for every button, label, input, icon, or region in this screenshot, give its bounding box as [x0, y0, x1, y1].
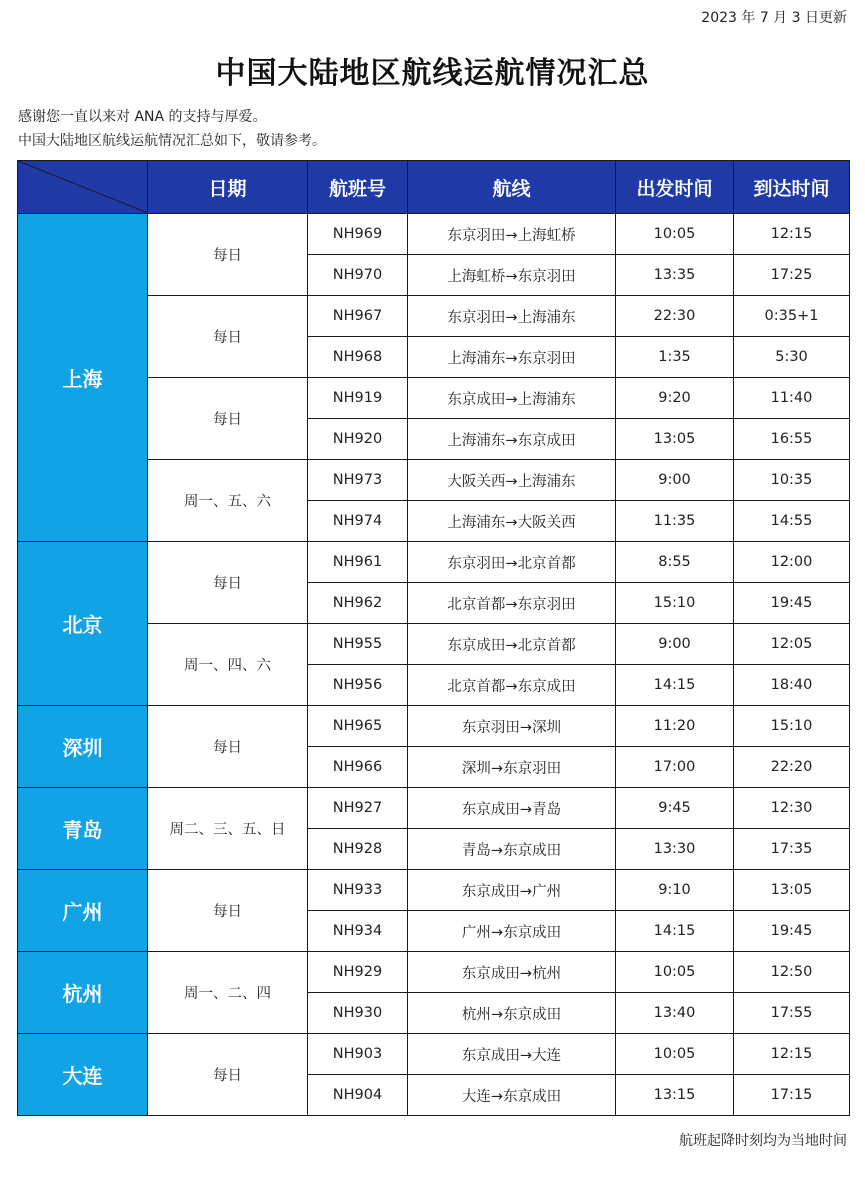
arrival-time: 12:30 [734, 788, 850, 829]
days-of-week: 每日 [148, 1034, 308, 1116]
table-row [18, 870, 850, 911]
flight-route: 东京成田→杭州 [408, 952, 616, 993]
header-date: 日期 [148, 161, 308, 214]
arrival-time: 17:25 [734, 255, 850, 296]
table-row [18, 788, 850, 829]
flight-number: NH927 [308, 788, 408, 829]
table-row [18, 542, 850, 583]
flight-route: 广州→东京成田 [408, 911, 616, 952]
departure-time: 9:00 [616, 460, 734, 501]
flight-number: NH920 [308, 419, 408, 460]
table-row [18, 1034, 850, 1075]
flight-number: NH956 [308, 665, 408, 706]
region-label: 广州 [18, 870, 148, 952]
flight-route: 上海浦东→东京成田 [408, 419, 616, 460]
header-route: 航线 [408, 161, 616, 214]
arrival-time: 16:55 [734, 419, 850, 460]
days-of-week: 每日 [148, 378, 308, 460]
intro-line-2: 中国大陆地区航线运航情况汇总如下，敬请参考。 [18, 133, 326, 149]
region-label: 杭州 [18, 952, 148, 1034]
departure-time: 1:35 [616, 337, 734, 378]
flight-number: NH967 [308, 296, 408, 337]
days-of-week: 每日 [148, 706, 308, 788]
region-label: 大连 [18, 1034, 148, 1116]
arrival-time: 18:40 [734, 665, 850, 706]
departure-time: 13:30 [616, 829, 734, 870]
header-flight-number: 航班号 [308, 161, 408, 214]
arrival-time: 19:45 [734, 911, 850, 952]
arrival-time: 17:55 [734, 993, 850, 1034]
departure-time: 10:05 [616, 214, 734, 255]
departure-time: 10:05 [616, 952, 734, 993]
arrival-time: 14:55 [734, 501, 850, 542]
departure-time: 15:10 [616, 583, 734, 624]
flight-number: NH966 [308, 747, 408, 788]
schedule-body [18, 214, 850, 1116]
flight-route: 东京成田→青岛 [408, 788, 616, 829]
departure-time: 9:10 [616, 870, 734, 911]
days-of-week: 每日 [148, 870, 308, 952]
region-label: 上海 [18, 214, 148, 542]
table-row [18, 706, 850, 747]
departure-time: 13:40 [616, 993, 734, 1034]
flight-route: 东京羽田→上海浦东 [408, 296, 616, 337]
days-of-week: 每日 [148, 296, 308, 378]
flight-route: 东京成田→广州 [408, 870, 616, 911]
departure-time: 10:05 [616, 1034, 734, 1075]
flight-route: 青岛→东京成田 [408, 829, 616, 870]
departure-time: 13:05 [616, 419, 734, 460]
flight-route: 东京羽田→上海虹桥 [408, 214, 616, 255]
flight-number: NH962 [308, 583, 408, 624]
flight-route: 东京羽田→北京首都 [408, 542, 616, 583]
arrival-time: 12:15 [734, 214, 850, 255]
days-of-week: 每日 [148, 214, 308, 296]
flight-number: NH961 [308, 542, 408, 583]
flight-number: NH903 [308, 1034, 408, 1075]
departure-time: 14:15 [616, 665, 734, 706]
departure-time: 22:30 [616, 296, 734, 337]
flight-number: NH955 [308, 624, 408, 665]
region-label: 深圳 [18, 706, 148, 788]
flight-number: NH928 [308, 829, 408, 870]
flight-route: 东京成田→大连 [408, 1034, 616, 1075]
flight-route: 上海虹桥→东京羽田 [408, 255, 616, 296]
departure-time: 8:55 [616, 542, 734, 583]
header-arrival-time: 到达时间 [734, 161, 850, 214]
departure-time: 11:20 [616, 706, 734, 747]
flight-number: NH973 [308, 460, 408, 501]
diagonal-line-icon [18, 161, 148, 213]
departure-time: 13:35 [616, 255, 734, 296]
schedule-table [17, 160, 850, 1116]
header-departure-time: 出发时间 [616, 161, 734, 214]
flight-route: 上海浦东→东京羽田 [408, 337, 616, 378]
flight-number: NH930 [308, 993, 408, 1034]
flight-route: 杭州→东京成田 [408, 993, 616, 1034]
intro-line-1: 感谢您一直以来对 ANA 的支持与厚爱。 [18, 109, 267, 125]
flight-route: 大连→东京成田 [408, 1075, 616, 1116]
flight-number: NH934 [308, 911, 408, 952]
flight-number: NH919 [308, 378, 408, 419]
page-title: 中国大陆地区航线运航情况汇总 [215, 56, 650, 91]
flight-number: NH933 [308, 870, 408, 911]
table-row [18, 214, 850, 255]
departure-time: 9:00 [616, 624, 734, 665]
flight-route: 东京羽田→深圳 [408, 706, 616, 747]
arrival-time: 5:30 [734, 337, 850, 378]
flight-route: 北京首都→东京成田 [408, 665, 616, 706]
flight-route: 北京首都→东京羽田 [408, 583, 616, 624]
flight-number: NH968 [308, 337, 408, 378]
flight-number: NH974 [308, 501, 408, 542]
flight-number: NH904 [308, 1075, 408, 1116]
arrival-time: 12:50 [734, 952, 850, 993]
arrival-time: 13:05 [734, 870, 850, 911]
arrival-time: 12:15 [734, 1034, 850, 1075]
arrival-time: 19:45 [734, 583, 850, 624]
flight-route: 东京成田→上海浦东 [408, 378, 616, 419]
update-date: 2023 年 7 月 3 日更新 [701, 10, 847, 26]
arrival-time: 17:35 [734, 829, 850, 870]
arrival-time: 12:00 [734, 542, 850, 583]
flight-route: 深圳→东京羽田 [408, 747, 616, 788]
arrival-time: 0:35+1 [734, 296, 850, 337]
departure-time: 9:45 [616, 788, 734, 829]
arrival-time: 10:35 [734, 460, 850, 501]
flight-number: NH929 [308, 952, 408, 993]
footnote: 航班起降时刻均为当地时间 [679, 1133, 847, 1149]
header-row [18, 161, 850, 214]
arrival-time: 22:20 [734, 747, 850, 788]
days-of-week: 每日 [148, 542, 308, 624]
days-of-week: 周一、五、六 [148, 460, 308, 542]
flight-route: 大阪关西→上海浦东 [408, 460, 616, 501]
days-of-week: 周一、四、六 [148, 624, 308, 706]
flight-number: NH969 [308, 214, 408, 255]
arrival-time: 11:40 [734, 378, 850, 419]
arrival-time: 17:15 [734, 1075, 850, 1116]
departure-time: 11:35 [616, 501, 734, 542]
arrival-time: 15:10 [734, 706, 850, 747]
flight-route: 上海浦东→大阪关西 [408, 501, 616, 542]
days-of-week: 周二、三、五、日 [148, 788, 308, 870]
flight-number: NH965 [308, 706, 408, 747]
corner-header-cell [18, 161, 148, 214]
region-label: 北京 [18, 542, 148, 706]
departure-time: 13:15 [616, 1075, 734, 1116]
flight-route: 东京成田→北京首都 [408, 624, 616, 665]
departure-time: 14:15 [616, 911, 734, 952]
table-row [18, 952, 850, 993]
days-of-week: 周一、二、四 [148, 952, 308, 1034]
departure-time: 9:20 [616, 378, 734, 419]
departure-time: 17:00 [616, 747, 734, 788]
flight-number: NH970 [308, 255, 408, 296]
arrival-time: 12:05 [734, 624, 850, 665]
region-label: 青岛 [18, 788, 148, 870]
